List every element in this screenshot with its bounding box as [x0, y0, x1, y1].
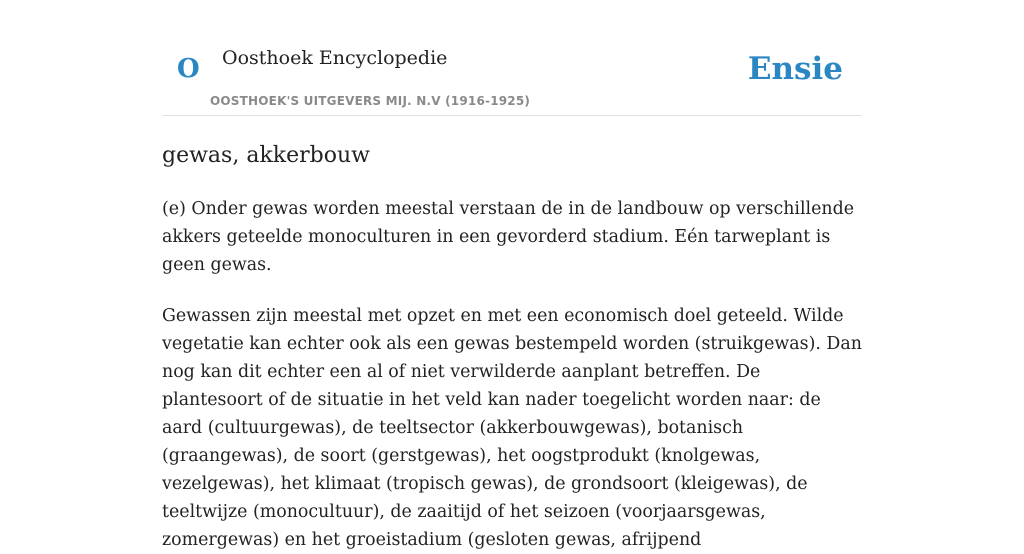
article	[162, 140, 862, 554]
publisher-subtitle: OOSTHOEK'S UITGEVERS MIJ. N.V (1916-1925)	[210, 94, 531, 108]
site-header	[162, 0, 862, 116]
article-paragraph: (e) Onder gewas worden meestal verstaan de in de landbouw op verschillende akkers geteelde monoculturen in een gevorderd stadium. Eén tarweplant is geen gewas.	[162, 199, 855, 275]
article-title: gewas, akkerbouw	[162, 143, 370, 168]
article-paragraph: Gewassen zijn meestal met opzet en met een economisch doel geteeld. Wilde vegetatie kan echter ook als een gewas bestempeld worden (struikgewas). Dan nog kan dit echter een al of niet verwilderde aanplant betreffen. De plantesoort of de situatie in het veld kan nader toegelicht worden naar: de aard (cultuurgewas), de teeltsector (akkerbouwgewas), botanisch (graangewas), de soort (gerstgewas), het oogstprodukt (knolgewas, vezelgewas), het klimaat (tropisch gewas), de grondsoort (kleigewas), de teeltwijze (monocultuur), de zaaitijd of het seizoen (voorjaarsgewas, zomergewas) en het groeistadium (gesloten gewas, afrijpend	[162, 306, 862, 550]
ensie-brand-logo[interactable]: Ensie	[747, 51, 843, 87]
content-container	[162, 0, 862, 554]
site-title[interactable]: Oosthoek Encyclopedie	[222, 47, 448, 69]
site-logo[interactable]: O	[177, 54, 200, 84]
